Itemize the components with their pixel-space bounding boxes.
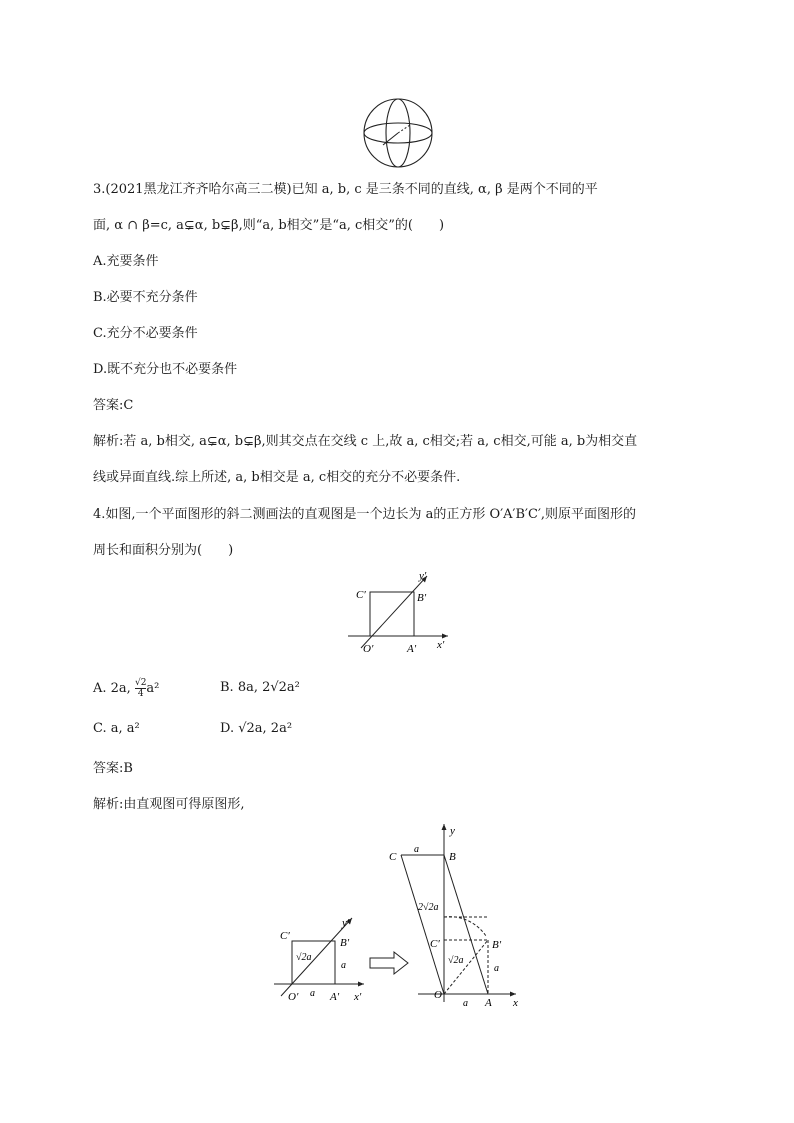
sol-right-label-diag: √2a bbox=[448, 955, 464, 966]
q3-option-b: B.必要不充分条件 bbox=[93, 290, 198, 305]
sphere-figure bbox=[360, 95, 436, 171]
q4-option-a-suffix: a² bbox=[146, 681, 160, 696]
q4-option-a bbox=[93, 678, 159, 699]
q4-solution-figure bbox=[268, 820, 528, 1012]
q4-stem-line2: 周长和面积分别为( ) bbox=[93, 543, 234, 558]
q3-analysis-line1: 解析:若 a, b相交, a⊊α, b⊊β,则其交点在交线 c 上,故 a, c相交;若 a, c相交,可能 a, b为相交直 bbox=[93, 434, 638, 449]
q3-option-a: A.充要条件 bbox=[93, 254, 159, 269]
q4-label-b: B′ bbox=[417, 592, 427, 604]
q3-answer: 答案:C bbox=[93, 398, 134, 413]
sol-left-label-side: a bbox=[341, 960, 346, 971]
sol-right-label-cp: C′ bbox=[430, 938, 440, 950]
q4-option-c: C. a, a² bbox=[93, 721, 140, 736]
sol-right-label-bottom: a bbox=[463, 998, 468, 1009]
sol-right-label-a: A bbox=[485, 997, 492, 1009]
q4-label-o: O′ bbox=[363, 643, 374, 655]
q3-stem-line2: 面, α ∩ β=c, a⊊α, b⊊β,则“a, b相交”是“a, c相交”的( ) bbox=[93, 218, 445, 233]
q4-analysis: 解析:由直观图可得原图形, bbox=[93, 797, 245, 812]
sol-left-label-c: C′ bbox=[280, 930, 290, 942]
q4-option-b: B. 8a, 2√2a² bbox=[220, 680, 300, 695]
sol-right-label-bp: B′ bbox=[492, 939, 502, 951]
sol-right-label-side: a bbox=[494, 963, 499, 974]
sol-left-label-diag: √2a bbox=[296, 952, 312, 963]
q4-label-y: y′ bbox=[419, 570, 427, 582]
sol-left-label-x: x′ bbox=[354, 991, 362, 1003]
sol-left-label-b: B′ bbox=[340, 937, 350, 949]
sol-left-label-bottom: a bbox=[310, 988, 315, 999]
sol-right-label-b: B bbox=[449, 851, 456, 863]
transform-arrow-icon bbox=[370, 952, 408, 974]
sol-right-label-height: 2√2a bbox=[418, 902, 439, 913]
q4-stem-line1: 4.如图,一个平面图形的斜二测画法的直观图是一个边长为 a的正方形 O′A′B′C′,则原平面图形的 bbox=[93, 507, 637, 522]
q3-option-d: D.既不充分也不必要条件 bbox=[93, 362, 238, 377]
q3-analysis-line2: 线或异面直线.综上所述, a, b相交是 a, c相交的充分不必要条件. bbox=[93, 470, 461, 485]
q4-label-c: C′ bbox=[356, 589, 366, 601]
q3-stem-line1: 3.(2021黑龙江齐齐哈尔高三二模)已知 a, b, c 是三条不同的直线, α, β 是两个不同的平 bbox=[93, 182, 598, 197]
q3-option-c: C.充分不必要条件 bbox=[93, 326, 198, 341]
sol-left-label-o: O′ bbox=[288, 991, 299, 1003]
q4-intuitive-figure bbox=[345, 568, 455, 658]
sol-right-label-x: x bbox=[513, 997, 518, 1009]
q4-label-x: x′ bbox=[437, 639, 445, 651]
q4-option-d: D. √2a, 2a² bbox=[220, 721, 293, 736]
sol-right-label-top: a bbox=[414, 844, 419, 855]
sol-right-label-y: y bbox=[450, 825, 455, 837]
q4-option-a-fraction bbox=[135, 678, 146, 699]
sol-right-label-c: C bbox=[389, 851, 397, 863]
q4-answer: 答案:B bbox=[93, 761, 133, 776]
q4-option-a-numerator: √2 bbox=[134, 678, 147, 688]
sol-right-label-o: O bbox=[434, 989, 442, 1001]
q4-label-a: A′ bbox=[407, 643, 417, 655]
q4-option-a-prefix: A. 2a, bbox=[93, 681, 135, 696]
sol-left-label-y: y′ bbox=[342, 917, 350, 929]
q4-option-a-denominator: 4 bbox=[137, 689, 144, 699]
sol-left-label-a: A′ bbox=[330, 991, 340, 1003]
